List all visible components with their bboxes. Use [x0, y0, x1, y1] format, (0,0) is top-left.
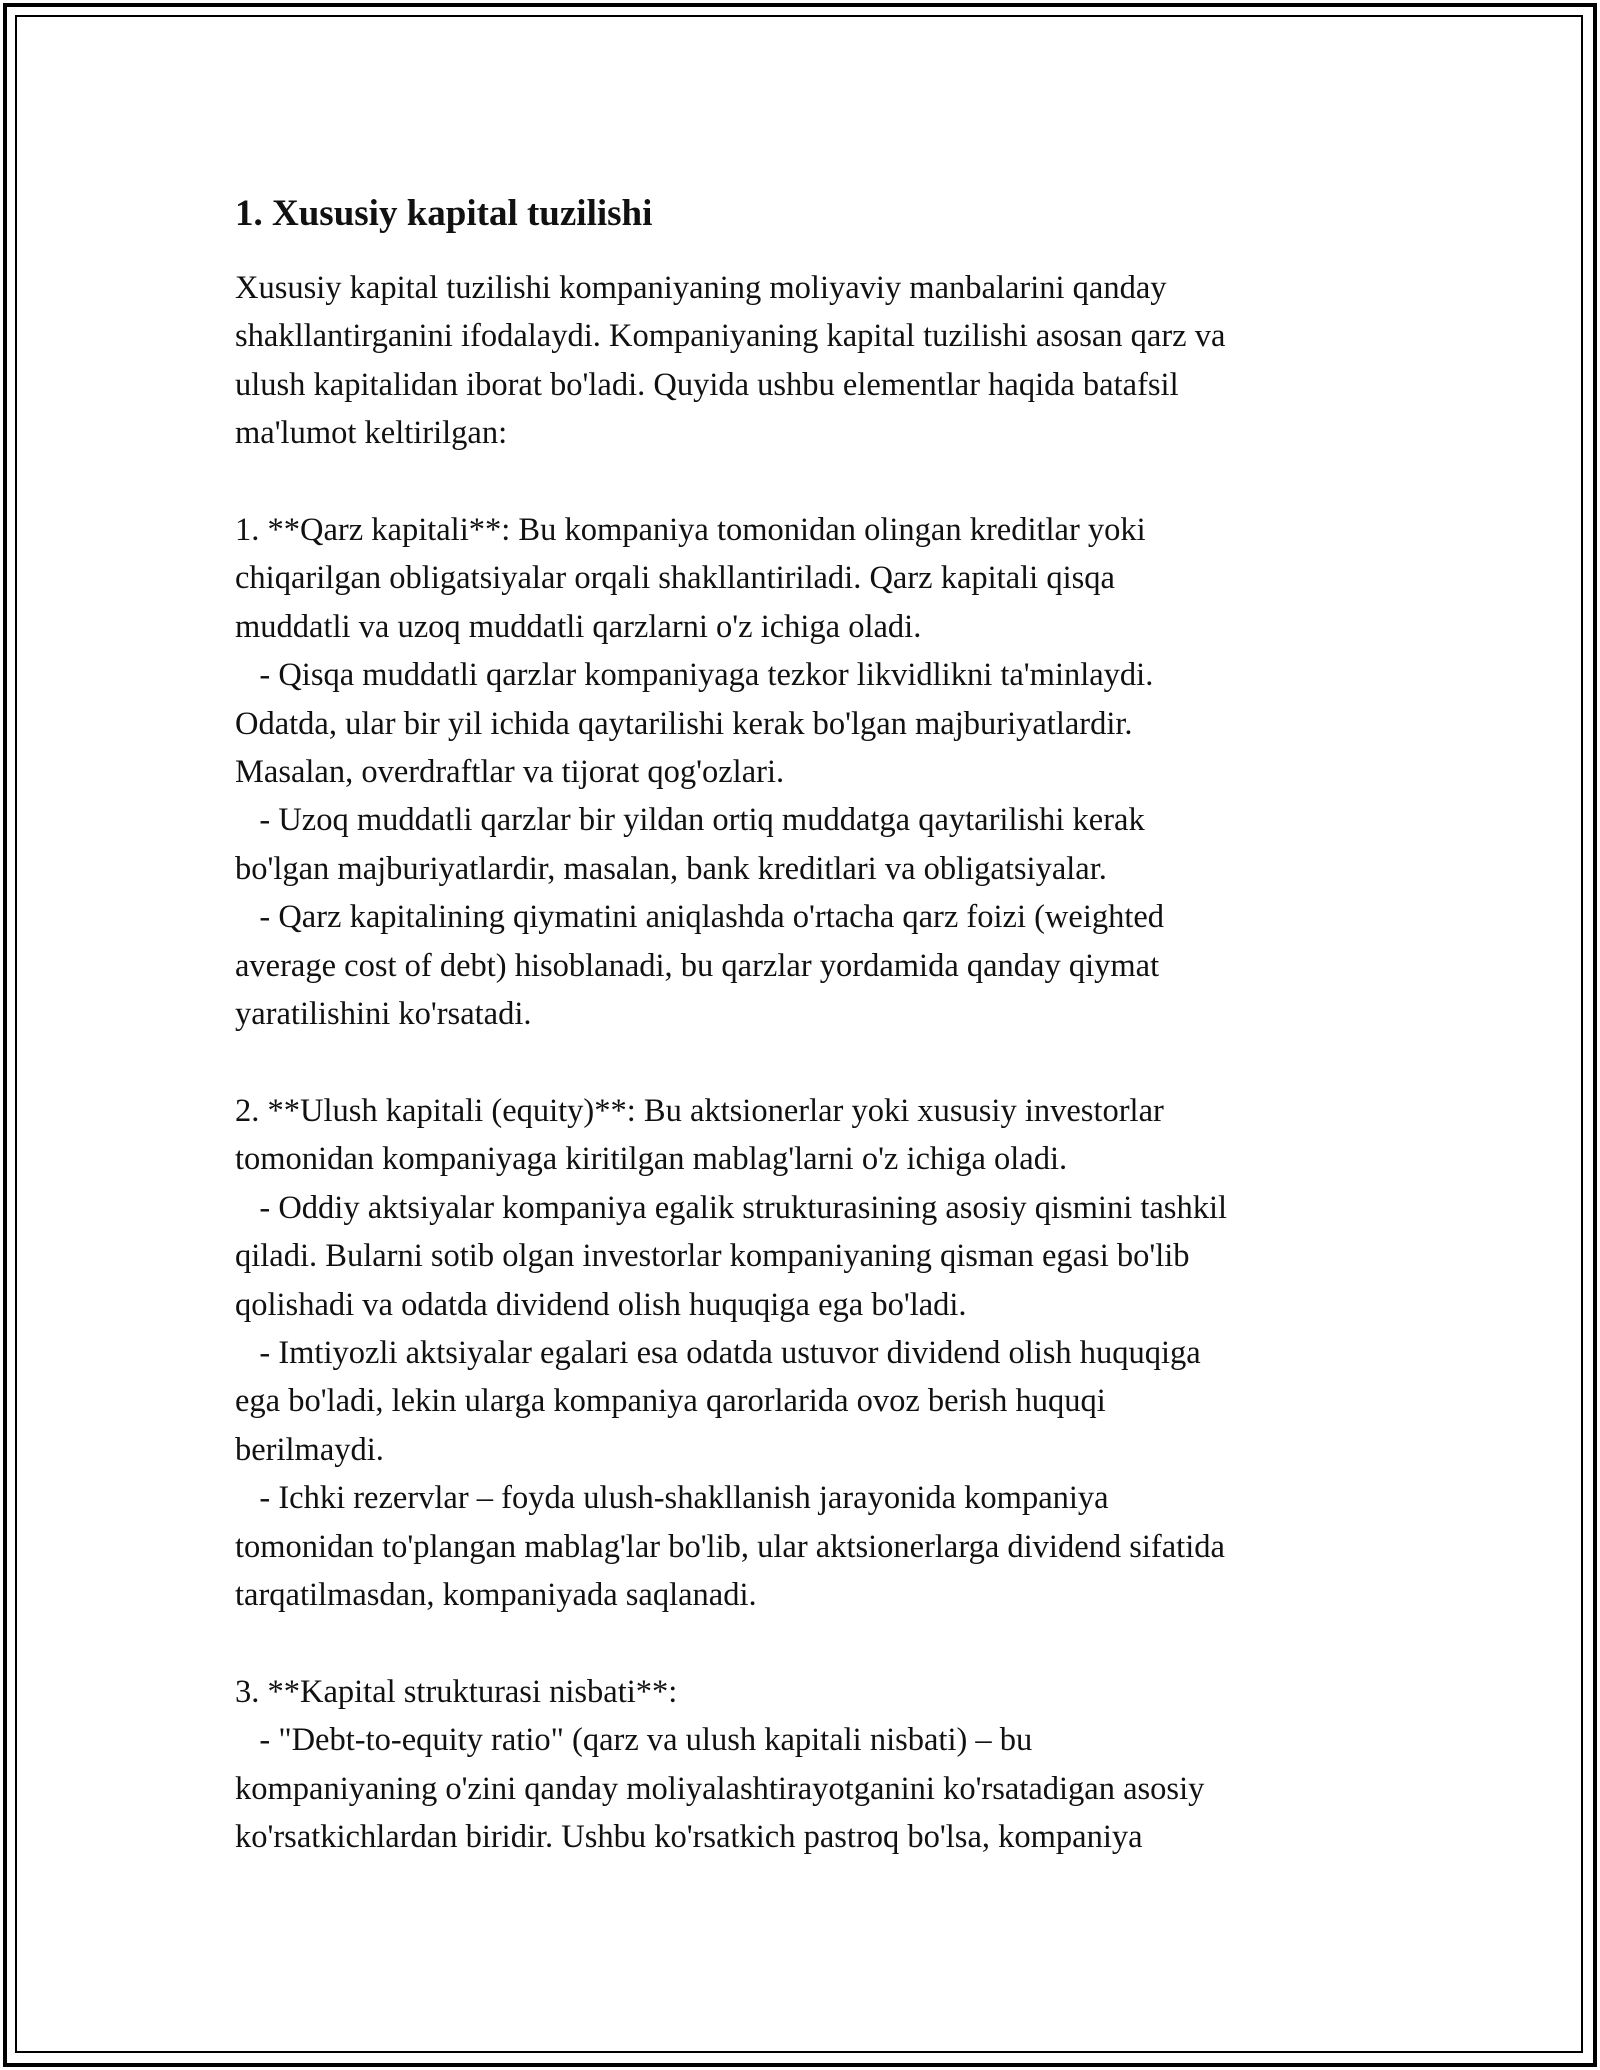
section-body: Xususiy kapital tuzilishi kompaniyaning moliyaviy manbalarini qanday shakllantirganini ifodalaydi. Kompaniyaning kapital tuzilishi asosan qarz va ulush kapitalidan iborat bo'ladi. Quyida ushbu elementlar haqida batafsil ma'lumot keltirilgan: 1. **Qarz kapitali**: Bu kompaniya tomonidan olingan kreditlar yoki chiqarilgan obligatsiyalar orqali shakllantiriladi. Qarz kapitali qisqa muddatli va uzoq muddatli qarzlarni o'z ichiga oladi. - Qisqa muddatli qarzlar kompaniyaga tezkor likvidlikni ta'minlaydi. Odatda, ular bir yil ichida qaytarilishi kerak bo'lgan majburiyatlardir. Masalan, overdraftlar va tijorat qog'ozlari. - Uzoq muddatli qarzlar bir yildan ortiq muddatga qaytarilishi kerak bo'lgan majburiyatlardir, masalan, bank kreditlari va obligatsiyalar. - Qarz kapitalining qiymatini aniqlashda o'rtacha qarz foizi (weighted average cost of debt) hisoblanadi, bu qarzlar yordamida qanday qiymat yaratilishini ko'rsatadi. 2. **Ulush kapitali (equity)**: Bu aktsionerlar yoki xususiy investorlar tomonidan kompaniyaga kiritilgan mablag'larni o'z ichiga oladi. - Oddiy aktsiyalar kompaniya egalik strukturasining asosiy qismini tashkil qiladi. Bularni sotib olgan investorlar kompaniyaning qisman egasi bo'lib qolishadi va odatda dividend olish huquqiga ega bo'ladi. - Imtiyozli aktsiyalar egalari esa odatda ustuvor dividend olish huquqiga ega bo'ladi, lekin ularga kompaniya qarorlarida ovoz berish huquqi berilmaydi. - Ichki rezervlar – foyda ulush-shakllanish jarayonida kompaniya tomonidan to'plangan mablag'lar bo'lib, ular aktsionerlarga dividend sifatida tarqatilmasdan, kompaniyada saqlanadi. 3. **Kapital strukturasi nisbati**: - "Debt-to-equity ratio" (qarz va ulush kapitali nisbati) – bu kompaniyaning o'zini qanday moliyalashtirayotganini ko'rsatadigan asosiy ko'rsatkichlardan biridir. Ushbu ko'rsatkich pastroq bo'lsa, kompaniya: [235, 270, 1228, 1855]
document-content: [235, 184, 1375, 1861]
section-heading: 1. Xususiy kapital tuzilishi: [235, 193, 653, 234]
